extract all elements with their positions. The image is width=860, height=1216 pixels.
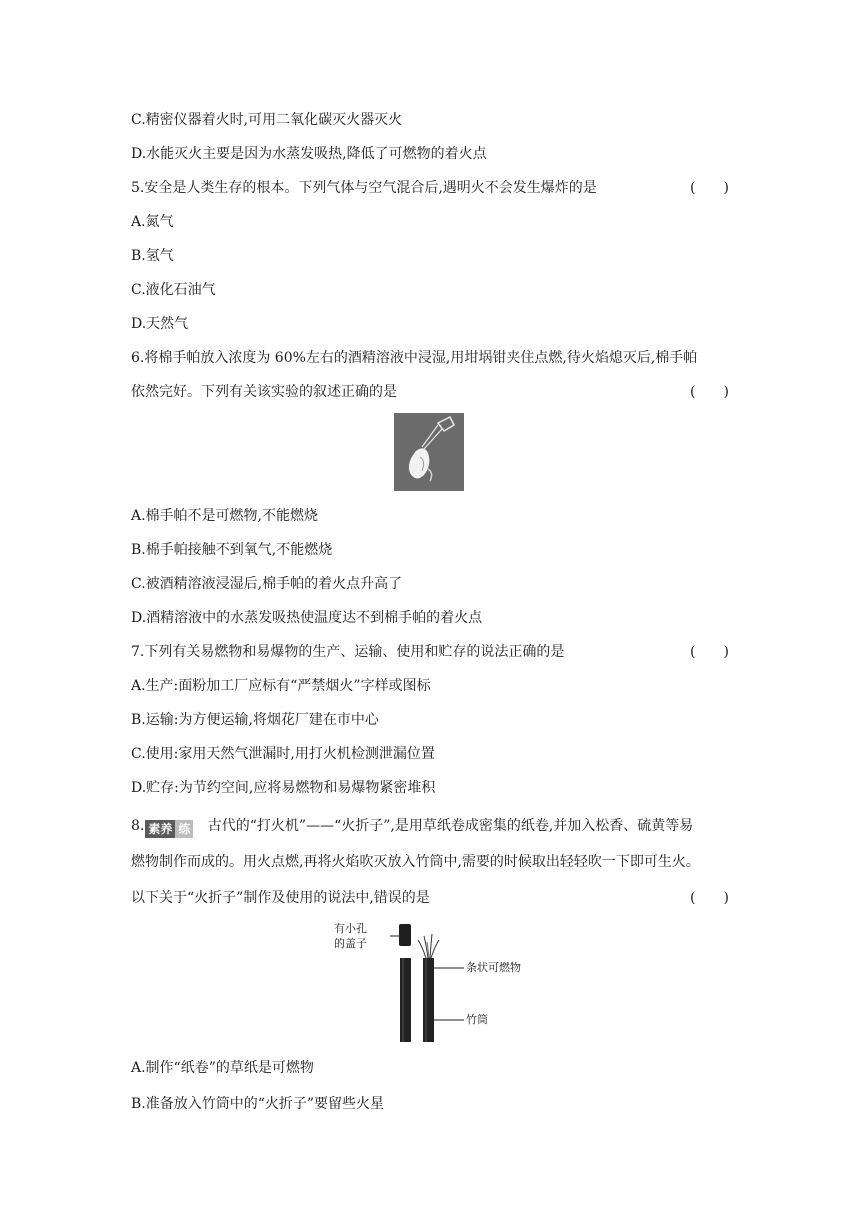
strip-label: 条状可燃物 [466,961,521,974]
q6-option-a: A.棉手帕不是可燃物,不能燃烧 [131,508,319,524]
q5-option-b: B.氢气 [131,248,174,264]
q4-option-c: C.精密仪器着火时,可用二氧化碳灭火器灭火 [131,112,403,128]
q5-option-c: C.液化石油气 [131,282,216,298]
q7-option-d: D.贮存:为节约空间,应将易燃物和易爆物紧密堆积 [131,780,436,796]
cap-label-line2: 的盖子 [334,937,367,950]
q8-number: 8. [131,818,145,834]
q6-option-b: B.棉手帕接触不到氧气,不能燃烧 [131,542,333,558]
q7-stem: 7.下列有关易燃物和易爆物的生产、运输、使用和贮存的说法正确的是 [131,644,565,660]
burning-handkerchief-photo [394,413,464,491]
q8-stem-text1: 古代的“打火机”——“火折子”,是用草纸卷成密集的纸卷,并加入松香、硫黄等易 [207,818,694,834]
badge-label-2: 练 [175,820,193,838]
q7-answer-paren: ( ) [690,644,729,660]
q5-stem: 5.安全是人类生存的根本。下列气体与空气混合后,遇明火不会发生爆炸的是 [131,180,597,196]
q5-option-d: D.天然气 [131,316,189,332]
q8-option-a: A.制作“纸卷”的草纸是可燃物 [131,1060,314,1076]
q7-option-c: C.使用:家用天然气泄漏时,用打火机检测泄漏位置 [131,746,435,762]
literacy-practice-badge [145,819,193,839]
q8-stem-line1 [131,816,693,839]
q6-option-d: D.酒精溶液中的水蒸发吸热使温度达不到棉手帕的着火点 [131,610,483,626]
q8-answer-paren: ( ) [690,890,729,906]
q7-option-b: B.运输:为方便运输,将烟花厂建在市中心 [131,712,379,728]
fire-starter-diagram [390,920,470,1044]
q5-option-a: A.氮气 [131,214,174,230]
badge-label-1: 素养 [145,820,175,838]
q8-stem-line2: 燃物制作而成的。用火点燃,再将火焰吹灭放入竹筒中,需要的时候取出轻轻吹一下即可生火。 [131,854,700,870]
q6-option-c: C.被酒精溶液浸湿后,棉手帕的着火点升高了 [131,576,403,592]
q5-answer-paren: ( ) [690,180,729,196]
cap-label-line1: 有小孔 [334,922,367,935]
q8-option-b: B.准备放入竹筒中的“火折子”要留些火星 [131,1096,385,1112]
q7-option-a: A.生产:面粉加工厂应标有“严禁烟火”字样或图标 [131,678,431,694]
q6-stem-line2: 依然完好。下列有关该实验的叙述正确的是 [131,384,397,400]
tube-label: 竹筒 [466,1013,488,1026]
q4-option-d: D.水能灭火主要是因为水蒸发吸热,降低了可燃物的着火点 [131,146,487,162]
q6-stem-line1: 6.将棉手帕放入浓度为 60%左右的酒精溶液中浸湿,用坩埚钳夹住点燃,待火焰熄灭后,棉手帕 [131,350,698,366]
q8-stem-line3: 以下关于“火折子”制作及使用的说法中,错误的是 [131,890,430,906]
q6-answer-paren: ( ) [690,384,729,400]
